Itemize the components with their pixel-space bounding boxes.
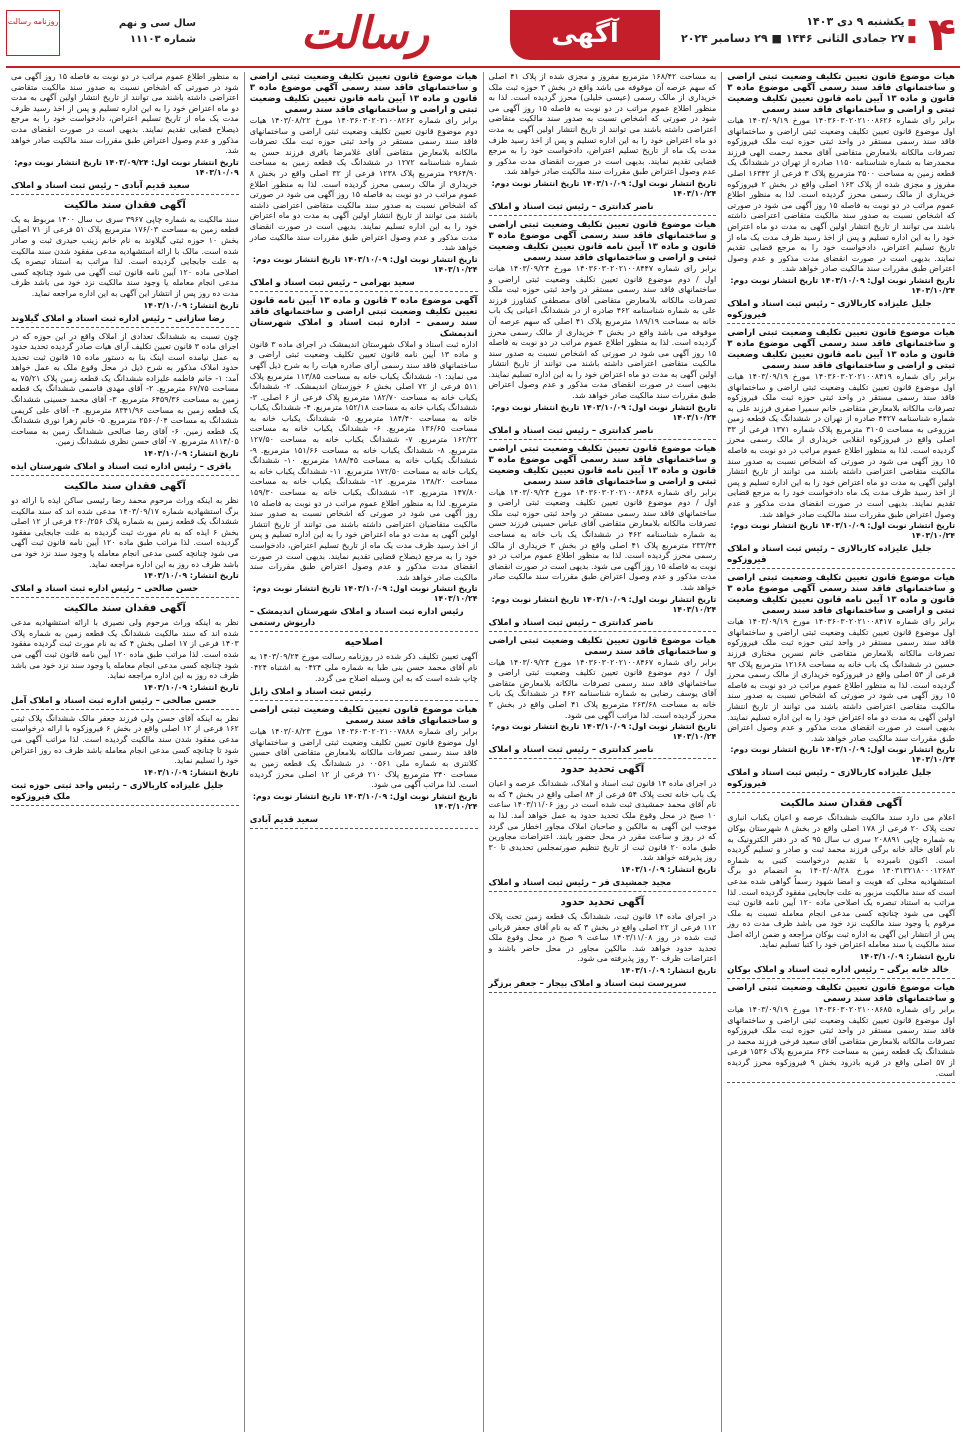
ad-body: برابر رای شماره ۱۴۰۳۶۰۳۰۲۰۲۱۰۰۸۶۲۶ مورخ ۱۴۰۳/۰۹/۱۹ هیات اول موضوع قانون تعیین تکلیف وضعیت ثبتی اراضی و ساختمانهای فاقد سند رسمی مستقر در واحد ثبتی حوزه ثبت ملک فیروزکوه تصرفات مالکانه بلامعارض متقاضی آقای محمد رحمت الهی فرزند محمدرضا به شماره شناسنامه ۱۱۵۰ صادره از تهران در ششدانگ یک قطعه زمین به مساحت ۳۵۰۰ مترمربع پلاک ۳ فرعی از ۱۶۳۴۲ اصلی مفروز و مجزی شده از پلاک ۱۶۳ اصلی واقع در بخش ۲ فیروزکوه خریداری از مالک رسمی محرز گردیده است. لذا به منظور اطلاع عموم مراتب در دو نوبت به فاصله ۱۵ روز آگهی می شود در صورتی که اشخاص نسبت به صدور سند مالکیت متقاضی اعتراضی داشته باشند می توانند از تاریخ انتشار اولین آگهی به مدت دو ماه اعتراض خود را به این اداره تسلیم و پس از اخذ رسید ظرف مدت یک ماه از تاریخ تسلیم اعتراض، دادخواست خود را به مرجع قضایی تقدیم نمایند. بدیهی است در صورت انقضای مدت مذکور و عدم وصول اعتراض طبق مقررات سند مالکیت صادر خواهد شد.: [727, 116, 956, 274]
ad-publish-date: تاریخ انتشار: ۱۴۰۳/۱۰/۰۹: [143, 571, 239, 581]
date-persian: یکشنبه ۹ دی ۱۴۰۳: [806, 15, 905, 28]
issue-number: شماره ۱۱۱۰۳: [130, 34, 196, 45]
ad-notice: [489, 636, 717, 760]
ad-body: چون نسبت به ششدانگ تعدادی از املاک واقع در این حوزه که در اجرای ماده ۳ قانون تعیین تکلیف آرای هیات صادر گردیده تحدید حدود به عمل نیامده است اینک بنا به دستور ماده ۱۵ قانون ثبت تحدید حدود املاک مذکور به شرح ذیل در محل وقوع ملک به عمل خواهد آمد: ۱- خانم فاطمه علیزاده ششدانگ یک قطعه زمین پلاک ۷۵/۲۱ به مساحت ۶۷/۷۵ مترمربع. ۲- آقای مهدی قاسمی ششدانگ یک قطعه زمین به مساحت ۶۴۵۹/۳۶ مترمربع. ۳- آقای محمد حسینی ششدانگ یک قطعه زمین به مساحت ۸۳۴۱/۹۶ مترمربع. ۴- آقای علی کریمی ششدانگ به مساحت ۲۵۶۰/۰۴ مترمربع. ۵- خانم زهرا نوری ششدانگ یک قطعه زمین. ۶- آقای رضا صالحی ششدانگ زمین به مساحت ۸۱۱۴/۰۵ مترمربع. ۷- آقای حسن نظری ششدانگ زمین.: [11, 331, 239, 447]
ad-body: اعلام می دارد سند مالکیت ششدانگ عرصه و اعیان یکباب انباری تحت پلاک ۲۰ فرعی از ۱۷۸ اصلی واقع در بخش ۸ شهرستان بوکان به شماره چاپی ۲۰۸۸۹۱ سری ب سال ۹۵ که در دفتر الکترونیک به نام آقای خالد خانه برگی فرزند محمد ثبت و صادر و تسلیم گردیده است. اکنون نامبرده با تقدیم درخواست کتبی به شماره ۱۴۰۳۱۳۲۱۸۰۰۰۱۲۶۸۳ مورخ ۱۴۰۳/۰۸/۲۸ به انضمام دو برگ استشهادیه محلی که هویت و امضا شهود رسماً گواهی شده مدعی است که سند مالکیت مزبور به علت جابجایی مفقود گردیده است. لذا مراتب به استناد تبصره یک اصلاحی ماده ۱۲۰ آیین نامه قانون ثبت آگهی می شود چنانچه کسی مدعی انجام معامله نسبت به ملک مرقوم یا وجود سند مالکیت نزد خود می باشد ظرف مدت ده روز پس از انتشار این آگهی به اداره ثبت بوکان مراجعه و ضمن ارائه اصل سند مالکیت یا سند معامله اعتراض خود را کتباً تسلیم نماید.: [727, 813, 955, 950]
ad-separator: [11, 597, 239, 598]
ad-notice: [727, 797, 955, 979]
ad-separator: [489, 891, 717, 892]
ad-separator: [727, 1082, 955, 1083]
ad-notice: [250, 296, 478, 633]
ad-separator: [727, 568, 955, 569]
ad-body: به مساحت ۱۶۸/۴۲ مترمربع مفروز و مجزی شده از پلاک ۴۱ اصلی که سهم عرصه آن موقوفه می باشد واقع در بخش ۳ حوزه ثبت ملک خریداری از مالک رسمی (عیسی خلیلی) محرز گردیده است. لذا به منظور اطلاع عموم مراتب در دو نوبت به فاصله ۱۵ روز آگهی می شود در صورتی که اشخاص نسبت به صدور سند مالکیت متقاضی اعتراضی داشته باشند می توانند از تاریخ انتشار اولین آگهی به مدت دو ماه اعتراض خود را به این اداره تسلیم و پس از اخذ رسید ظرف مدت یک ماه از تاریخ تسلیم اعتراض، دادخواست خود را به مرجع قضایی تقدیم نمایند. بدیهی است در صورت انقضای مدت مذکور و عدم وصول اعتراض طبق مقررات سند مالکیت صادر خواهد شد.: [488, 72, 717, 177]
ad-heading: اصلاحیه: [344, 637, 383, 649]
issue-date: [676, 14, 916, 48]
ad-signature: ناصر کدانتری – رئیس ثبت اسناد و املاک: [488, 424, 654, 435]
ad-title: هیات موضوع قانون تعیین تکلیف وضعیت ثبتی اراضی و ساختمانهای فاقد سند رسمی: [727, 983, 955, 1005]
section-title: آگهی: [510, 10, 660, 60]
ad-body: برابر رای شماره ۱۴۰۳۶۰۳۰۲۰۲۱۰۰۸۴۶۸ مورخ ۱۴۰۳/۰۹/۲۴ هیات اول / دوم موضوع قانون تعیین تکلیف وضعیت ثبتی اراضی و ساختمانهای فاقد سند رسمی مستقر در واحد ثبتی حوزه ثبت ملک تصرفات مالکانه بلامعارض متقاضی آقای عباس حسینی فرزند حسن به شماره شناسنامه ۴۶۲ در ششدانگ یک باب خانه به مساحت ۲۳۳/۴۴ مترمربع پلاک ۴۱ اصلی واقع در بخش ۳ خریداری از مالک رسمی محرز گردیده است. لذا به منظور اطلاع عموم مراتب در دو نوبت به فاصله ۱۵ روز آگهی می شود. بدیهی است در صورت انقضای مدت مذکور و عدم وصول اعتراض طبق مقررات سند مالکیت صادر خواهد شد.: [488, 487, 717, 592]
ad-heading: آگهی تحدید حدود: [560, 764, 645, 776]
ad-column: [483, 72, 722, 1432]
ad-signature: سعید قدیم آبادی: [249, 813, 318, 824]
ad-separator: [489, 215, 717, 216]
ads-columns: [6, 72, 960, 1432]
ad-signature: ناصر کدانتری – رئیس ثبت اسناد و املاک: [488, 744, 654, 755]
ad-body: نظر به اینکه آقای حسن ولی فرزند جعفر مالک ششدانگ پلاک ثبتی ۱۶۲ فرعی از ۱۲ اصلی واقع در بخش ۶ فیروزکوه با ارائه درخواست مدعی مفقود شدن سند مالکیت گردیده است. لذا مراتب آگهی می شود تا چنانچه کسی مدعی انجام معامله باشد ظرف ده روز اعتراض خود را تسلیم نماید.: [11, 713, 239, 766]
ad-body: برابر رای شماره ۱۴۰۳۶۰۳۰۲۰۲۱۰۰۸۴۱۷ مورخ ۱۴۰۳/۰۹/۱۹ هیات اول موضوع قانون تعیین تکلیف وضعیت ثبتی اراضی و ساختمانهای فاقد سند رسمی مستقر در واحد ثبتی حوزه ثبت ملک فیروزکوه تصرفات مالکانه بلامعارض متقاضی خانم نسرین مختاری فرزند حسین در ششدانگ یک باب خانه به مساحت ۱۲۱۶۸ مترمربع پلاک ۹۳ فرعی از ۵۳ اصلی واقع در فیروزکوه خریداری از مالک رسمی محرز گردیده است. لذا به منظور اطلاع عموم مراتب در دو نوبت به فاصله ۱۵ روز آگهی می شود در صورتی که اشخاص نسبت به صدور سند مالکیت متقاضی اعتراضی داشته باشند می توانند از تاریخ انتشار اولین آگهی به مدت دو ماه اعتراض خود را به این اداره تسلیم نمایند. بدیهی است در صورت انقضای مدت مذکور و عدم وصول اعتراض طبق مقررات سند مالکیت صادر خواهد شد.: [727, 617, 955, 743]
ad-publish-date: تاریخ انتشار نوبت اول: ۱۴۰۳/۱۰/۰۹ تاریخ انتشار نوبت دوم: ۱۴۰۳/۱۰/۲۴: [252, 254, 478, 274]
ad-notice: [489, 220, 717, 440]
ad-separator: [250, 828, 478, 829]
ad-publish-date: تاریخ انتشار: ۱۴۰۳/۱۰/۰۹: [859, 952, 955, 962]
ad-signature: جلیل علیزاده کاربالازی – رئیس واحد ثبتی حوزه ثبت ملک فیروزکوه: [11, 779, 224, 801]
ad-publish-date: تاریخ انتشار نوبت اول: ۱۴۰۳/۱۰/۰۹ تاریخ انتشار نوبت دوم: ۱۴۰۳/۱۰/۲۴: [491, 402, 717, 422]
ad-body: اداره ثبت اسناد و املاک شهرستان اندیمشک در اجرای ماده ۳ قانون و ماده ۱۳ آیین نامه قانون تعیین تکلیف وضعیت ثبتی اراضی و ساختمانهای فاقد سند رسمی آرای صادره هیات را به شرح ذیل آگهی می نماید: ۱- ششدانگ یکباب خانه به مساحت ۱۱۳/۸۵ مترمربع پلاک ۵۱۱ فرعی از ۷۲ اصلی بخش ۶ خوزستان اندیمشک. ۲- ششدانگ یکباب خانه به مساحت ۱۸۲/۷۰ مترمربع پلاک فرعی از ۶ اصلی. ۳- ششدانگ یکباب خانه به مساحت ۱۵۲/۱۸ مترمربع. ۴- ششدانگ یکباب خانه به مساحت ۱۸۴/۴۰ مترمربع. ۵- ششدانگ یکباب خانه به مساحت ۱۳۶/۶۵ مترمربع. ۶- ششدانگ یکباب خانه به مساحت ۱۶۲/۲۲ مترمربع. ۷- ششدانگ یکباب خانه به مساحت ۱۲۷/۵۰ مترمربع. ۸- ششدانگ یکباب خانه به مساحت ۱۵۱/۶۶ مترمربع. ۹- ششدانگ یکباب خانه به مساحت ۱۸۸/۴۵ مترمربع. ۱۰- ششدانگ یکباب خانه به مساحت ۱۷۲/۵۰ مترمربع. ۱۱- ششدانگ یکباب خانه به مساحت ۱۳۸/۲۰ مترمربع. ۱۲- ششدانگ یکباب خانه به مساحت ۱۴۷/۸۰ مترمربع. ۱۳- ششدانگ یکباب خانه به مساحت ۱۵۹/۳۰ مترمربع. لذا به منظور اطلاع عموم مراتب در دو نوبت به فاصله ۱۵ روز آگهی می شود در صورتی که اشخاص نسبت به صدور سند مالکیت متقاضیان اعتراضی داشته باشند می توانند از تاریخ انتشار اولین آگهی به مدت دو ماه اعتراض خود را به این اداره تسلیم و پس از اخذ رسید ظرف مدت یک ماه از تاریخ تسلیم اعتراض، دادخواست خود را به مرجع ذیصلاح قضایی تقدیم نمایند. بدیهی است در صورت انقضای مدت مذکور و عدم وصول اعتراض طبق مقررات سند مالکیت صادر خواهد شد.: [249, 339, 478, 582]
ad-separator: [727, 792, 955, 793]
ad-signature: حسن صالحی – رئیس اداره ثبت اسناد و املاک آمل: [11, 694, 217, 705]
date-other: ۲۷ جمادی الثانی ۱۴۴۶ ■ ۲۹ دسامبر ۲۰۲۴: [680, 32, 905, 45]
ad-body: سند مالکیت به شماره چاپی ۳۹۶۷ سری ب سال ۱۴۰۰ مربوط به یک قطعه زمین به مساحت ۱۷۶/۰۳ مترمربع پلاک ۵۱ فرعی از ۷۱ اصلی بخش ۱۰ حوزه ثبتی گیلاوند به نام خانم زینب حیدری ثبت و صادر شده است. مالک با ارائه استشهادیه مدعی مفقود شدن سند مالکیت به علت جابجایی گردیده است. لذا مراتب به استناد تبصره یک اصلاحی ماده ۱۲۰ آیین نامه قانون ثبت آگهی می شود چنانچه کسی مدعی انجام معامله یا وجود سند مالکیت نزد خود می باشد ظرف مدت ده روز پس از انتشار این آگهی به این اداره مراجعه نماید.: [11, 214, 239, 298]
ad-column: [244, 72, 483, 1432]
ad-signature: سعید قدیم آبادی – رئیس ثبت اسناد و املاک: [11, 179, 190, 190]
ad-notice: [727, 72, 955, 324]
ad-heading: آگهی فقدان سند مالکیت: [63, 481, 186, 493]
ad-publish-date: تاریخ انتشار: ۱۴۰۳/۱۰/۰۹: [143, 449, 239, 459]
ad-separator: [250, 700, 478, 701]
ad-signature: مجید جمشیدی فر – رئیس ثبت اسناد و املاک: [488, 876, 672, 887]
ad-separator: [11, 805, 239, 806]
ad-notice: [11, 714, 239, 806]
ad-notice: [489, 72, 717, 216]
ad-publish-date: تاریخ انتشار: ۱۴۰۳/۱۰/۰۹: [620, 965, 717, 975]
ad-separator: [727, 978, 955, 979]
ad-publish-date: تاریخ انتشار: ۱۴۰۳/۱۰/۰۹: [620, 864, 717, 874]
issue-info: [6, 10, 196, 58]
badge-logo: روزنامه رسالت: [6, 10, 60, 56]
ad-notice: [727, 983, 955, 1083]
ad-signature: جلیل علیزاده کاربالازی – رئیس ثبت اسناد و املاک فیروزکوه: [727, 767, 932, 789]
ad-publish-date: تاریخ انتشار نوبت اول: ۱۴۰۳/۱۰/۰۹ تاریخ انتشار نوبت دوم: ۱۴۰۳/۱۰/۲۴: [491, 722, 717, 742]
ad-publish-date: تاریخ انتشار: ۱۴۰۳/۱۰/۰۹: [143, 682, 239, 692]
ad-body: نظر به اینکه وراث مرحوم ولی نصیری با ارائه استشهادیه مدعی شده اند که سند مالکیت ششدانگ یک قطعه زمین به شماره پلاک ۱۴۰۳ فرعی از ۱۷ اصلی بخش ۴ که به نام مورث ثبت گردیده مفقود شده است. لذا مراتب طبق ماده ۱۲۰ آیین نامه قانون ثبت آگهی می شود چنانچه کسی مدعی انجام معامله یا وجود سند نزد خود می باشد ظرف ده روز به این اداره مراجعه نماید.: [11, 618, 239, 681]
ad-title: هیات موضوع قانون تعیین تکلیف وضعیت ثبتی اراضی و ساختمانهای فاقد سند رسمی آگهی موضوع ماده ۳ قانون و ماده ۱۳ آیین نامه قانون تعیین تکلیف وضعیت ثبتی و اراضی و ساختمانهای فاقد سند رسمی: [727, 327, 956, 371]
ad-title: هیات موضوع قانون تعیین تکلیف وضعیت ثبتی اراضی و ساختمانهای فاقد سند رسمی: [249, 705, 478, 727]
ad-notice: [489, 444, 717, 632]
ad-column: [721, 72, 960, 1432]
ad-notice: [11, 332, 239, 477]
ad-publish-date: تاریخ انتشار نوبت اول: ۱۴۰۳/۱۰/۰۹ تاریخ انتشار نوبت دوم: ۱۴۰۳/۱۰/۲۴: [491, 594, 717, 614]
ad-signature: جلیل علیزاده کاربالازی – رئیس ثبت اسناد و املاک فیروزکوه: [727, 543, 932, 565]
ad-publish-date: تاریخ انتشار نوبت اول: ۱۴۰۳/۱۰/۰۹ تاریخ انتشار نوبت دوم: ۱۴۰۳/۱۰/۲۴: [730, 521, 955, 541]
ad-heading: آگهی فقدان سند مالکیت: [63, 603, 186, 615]
ad-separator: [250, 291, 478, 292]
ad-body: برابر رای شماره ۱۴۰۳۶۰۳۰۲۰۲۱۰۰۸۲۶۲ مورخ ۱۴۰۳/۰۸/۲۲ هیات دوم موضوع قانون تعیین تکلیف وضعیت ثبتی اراضی و ساختمانهای فاقد سند رسمی مستقر در واحد ثبتی حوزه ثبت ملک تصرفات مالکانه بلامعارض متقاضی آقای غلامرضا باقری فرزند حسن به شماره شناسنامه ۱۲۷۲ در ششدانگ یک قطعه زمین به مساحت ۲۹۶۴/۹۰ مترمربع پلاک ۱۲۳۸ فرعی از ۳۲ اصلی واقع در بخش ۸ خریداری از مالک رسمی محرز گردیده است. لذا به منظور اطلاع عموم مراتب در دو نوبت به فاصله ۱۵ روز آگهی می شود در صورتی که اشخاص نسبت به صدور سند مالکیت متقاضی اعتراضی داشته باشند می توانند از تاریخ انتشار اولین آگهی به مدت دو ماه اعتراض خود را به این اداره تسلیم نمایند. بدیهی است در صورت انقضای مدت مذکور و عدم وصول اعتراض طبق مقررات سند مالکیت صادر خواهد شد.: [249, 116, 478, 253]
ad-body: نظر به اینکه وراث مرحوم محمد رضا رئیسی ساکن ایذه با ارائه دو برگ استشهادیه شماره ۱۴۰۳/۰۹/۱۷ مدعی شده اند که سند مالکیت ششدانگ یک قطعه زمین به شماره پلاک ۲۶۰/۲۵۶ فرعی از ۱۲ اصلی بخش ۶ ایذه که به نام مورث ثبت گردیده به علت جابجایی مفقود گردیده است. لذا مراتب طبق ماده ۱۲۰ آیین نامه قانون ثبت آگهی می شود چنانچه کسی مدعی انجام معامله یا وجود سند نزد خود می باشد ظرف ده روز به این اداره مراجعه نماید.: [11, 496, 239, 569]
ad-signature: ناصر کدانتری – رئیس ثبت اسناد و املاک: [488, 200, 654, 211]
ad-title: آگهی موضوع ماده ۳ قانون و ماده ۱۳ آیین نامه قانون تعیین تکلیف وضعیت ثبتی اراضی و ساختمانهای فاقد سند رسمی – اداره ثبت اسناد و املاک شهرستان اندیمشک: [249, 295, 478, 339]
ad-separator: [11, 194, 239, 195]
ad-title: هیات موضوع قانون تعیین تکلیف وضعیت ثبتی اراضی و ساختمانهای فاقد سند رسمی آگهی موضوع ماده ۳ قانون و ماده ۱۳ آیین نامه قانون تعیین تکلیف وضعیت ثبتی و اراضی و ساختمانهای فاقد سند رسمی: [488, 219, 717, 263]
ad-body: به منظور اطلاع عموم مراتب در دو نوبت به فاصله ۱۵ روز آگهی می شود در صورتی که اشخاص نسبت به صدور سند مالکیت متقاضی اعتراضی داشته باشند می توانند از تاریخ انتشار اولین آگهی به مدت دو ماه اعتراض خود را به این اداره تسلیم و پس از اخذ رسید ظرف مدت یک ماه از تاریخ تسلیم اعتراض، دادخواست خود را به مرجع ذیصلاح قضایی تقدیم نمایند. بدیهی است در صورت انقضای مدت مذکور و عدم وصول اعتراض طبق مقررات سند مالکیت صادر خواهد شد.: [11, 72, 239, 156]
ad-notice: [250, 636, 478, 701]
page-header: [6, 6, 960, 64]
ad-separator: [11, 327, 239, 328]
ad-publish-date: تاریخ انتشار نوبت اول: ۱۴۰۳/۱۰/۰۹ تاریخ انتشار نوبت دوم: ۱۴۰۳/۱۰/۲۴: [491, 178, 717, 198]
ad-signature: باقری – رئیس اداره ثبت اسناد و املاک شهرستان ایذه: [11, 461, 232, 472]
ad-signature: حسن صالحی – رئیس اداره ثبت اسناد و املاک: [11, 583, 199, 594]
ad-signature: جلیل علیزاده کاربالازی – رئیس ثبت اسناد و املاک فیروزکوه: [727, 297, 932, 319]
ad-notice: [250, 705, 478, 829]
ad-body: برابر رای شماره ۱۴۰۳۶۰۳۰۲۰۲۱۰۰۷۸۸۸ مورخ ۱۴۰۳/۰۸/۲۳ هیات اول موضوع قانون تعیین تکلیف وضعیت ثبتی اراضی و ساختمانهای فاقد سند رسمی تصرفات مالکانه بلامعارض متقاضی آقای حسین کلانتری به شماره ملی ۰۰۵۶۱ در ششدانگ یک قطعه زمین به مساحت ۳۴۰ مترمربع پلاک ۲۱۰ فرعی از ۱۲ اصلی محرز گردیده است. لذا مراتب آگهی می شود.: [249, 727, 478, 790]
ad-signature: رضا سازانی – رئیس اداره ثبت اسناد و املاک گیلاوند: [11, 312, 225, 323]
ad-body: برابر رای شماره ۱۴۰۳۶۰۳۰۲۰۲۱۰۰۸۴۴۷ مورخ ۱۴۰۳/۰۹/۲۴ هیات اول / دوم موضوع قانون تعیین تکلیف وضعیت ثبتی اراضی و ساختمانهای فاقد سند رسمی مستقر در واحد ثبتی حوزه ثبت ملک تصرفات مالکانه بلامعارض متقاضی آقای مصطفی کشاورز فرزند علی به شماره شناسنامه ۴۶۲ صادره از در ششدانگ اعیانی یک باب خانه به مساحت ۱۸۹/۱۹ مترمربع پلاک ۴۱ اصلی که سهم عرصه آن موقوفه می باشد واقع در بخش ۳ خریداری از مالک رسمی محرز گردیده است. لذا به منظور اطلاع عموم مراتب در دو نوبت به فاصله ۱۵ روز آگهی می شود در صورتی که اشخاص نسبت به صدور سند مالکیت متقاضی اعتراضی داشته باشند می توانند از تاریخ انتشار اولین آگهی به مدت دو ماه اعتراض خود را به این اداره تسلیم نمایند. بدیهی است در صورت انقضای مدت مذکور و عدم وصول اعتراض طبق مقررات سند مالکیت صادر خواهد شد.: [488, 263, 717, 401]
ad-column: [6, 72, 244, 1432]
ad-notice: [727, 573, 955, 793]
ad-publish-date: تاریخ انتشار نوبت اول: ۱۴۰۳/۰۹/۲۴ تاریخ انتشار نوبت دوم: ۱۴۰۳/۱۰/۰۹: [14, 157, 239, 177]
ad-signature: خالد خانه برگی – رئیس اداره ثبت اسناد و املاک بوکان: [727, 964, 950, 975]
ad-heading: آگهی فقدان سند مالکیت: [780, 798, 903, 810]
ad-body: برابر رای شماره ۱۴۰۳۶۰۳۰۲۰۲۱۰۰۸۴۶۷ مورخ ۱۴۰۳/۰۹/۲۴ هیات اول / دوم موضوع قانون تعیین تکلیف وضعیت ثبتی اراضی و ساختمانهای فاقد سند رسمی تصرفات مالکانه بلامعارض متقاضی آقای یوسف رضایی به شماره شناسنامه ۴۶۲ در ششدانگ یک باب خانه به مساحت ۲۶۳/۶۸ مترمربع پلاک ۴۱ اصلی واقع در بخش ۳ محرز گردیده است. لذا مراتب آگهی می شود.: [488, 657, 717, 720]
bullet-icon: ■: [907, 18, 916, 28]
ad-separator: [250, 631, 478, 632]
ad-separator: [11, 475, 239, 476]
ad-body: برابر رای شماره ۱۴۰۳۶۰۳۰۲۰۲۱۰۰۸۴۱۹ مورخ ۱۴۰۳/۰۹/۱۹ هیات اول موضوع قانون تعیین تکلیف وضعیت ثبتی اراضی و ساختمانهای فاقد سند رسمی مستقر در واحد ثبتی حوزه ثبت ملک فیروزکوه تصرفات مالکانه بلامعارض متقاضی خانم سمیرا صفری فرزند علی به شماره شناسنامه ۴۴۲۷ صادره از تهران در ششدانگ یک قطعه زمین مزروعی به مساحت ۳۱۰۵ مترمربع پلاک شماره ۱۳۷۱ فرعی از ۳۳ اصلی واقع در فیروزکوه انقلابی خریداری از مالک رسمی محرز گردیده است. لذا به منظور اطلاع عموم مراتب در دو نوبت به فاصله ۱۵ روز آگهی می شود در صورتی که اشخاص نسبت به صدور سند مالکیت متقاضی اعتراضی داشته باشند می توانند از تاریخ انتشار اولین آگهی به مدت دو ماه اعتراض خود را به این اداره تسلیم و پس از اخذ رسید ظرف مدت یک ماه دادخواست خود را به مرجع قضایی تقدیم نمایند. بدیهی است در صورت انقضای مدت مذکور و عدم وصول اعتراض طبق مقررات سند مالکیت صادر خواهد شد.: [727, 371, 956, 519]
ad-signature: رئیس ثبت اسناد و املاک زابل: [249, 686, 372, 697]
ad-publish-date: تاریخ انتشار نوبت اول: ۱۴۰۳/۱۰/۰۹ تاریخ انتشار نوبت دوم: ۱۴۰۳/۱۰/۲۴: [730, 275, 955, 295]
ad-publish-date: تاریخ انتشار نوبت اول: ۱۴۰۳/۱۰/۰۹ تاریخ انتشار نوبت دوم: ۱۴۰۳/۱۰/۲۴: [252, 584, 478, 604]
issue-year: سال سی و نهم: [118, 18, 196, 29]
ad-body: در اجرای ماده ۱۴ قانون ثبت اسناد و املاک، ششدانگ عرصه و اعیان یک باب خانه تحت پلاک ۵۴ فرعی از ۸۴ اصلی واقع در بخش ۴ که به نام آقای محمد جمشیدی ثبت شده است در روز ۱۴۰۳/۱۱/۰۶ ساعت ۱۰ صبح در محل وقوع ملک تحدید حدود به عمل خواهد آمد. لذا به موجب این آگهی به مالکین و صاحبان املاک مجاور اخطار می گردد که در روز و ساعت مقرر در محل حضور یابند. اعتراضات مجاورین طبق ماده ۲۰ قانون ثبت از تاریخ تنظیم صورتمجلس تحدیدی تا ۳۰ روز پذیرفته خواهد شد.: [488, 779, 717, 863]
ad-separator: [489, 758, 717, 759]
ad-title: هیات موضوع قانون تعیین تکلیف وضعیت ثبتی اراضی و ساختمانهای فاقد سند رسمی: [488, 635, 717, 657]
ad-signature: ناصر کدانتری – رئیس ثبت اسناد و املاک: [488, 616, 654, 627]
bullet-icon: ■: [907, 35, 916, 45]
ad-publish-date: تاریخ انتشار نوبت اول: ۱۴۰۳/۱۰/۰۹ تاریخ انتشار نوبت دوم: ۱۴۰۳/۱۰/۲۴: [252, 791, 478, 811]
ad-heading: آگهی فقدان سند مالکیت: [63, 199, 186, 211]
ad-notice: [11, 199, 239, 328]
ad-notice: [250, 72, 478, 292]
ad-separator: [489, 439, 717, 440]
ad-publish-date: تاریخ انتشار: ۱۴۰۳/۱۰/۰۹: [143, 767, 239, 777]
ad-notice: [727, 328, 955, 569]
ad-notice: [11, 72, 239, 195]
ad-notice: [489, 763, 717, 892]
ad-separator: [489, 631, 717, 632]
ad-signature: سرپرست ثبت اسناد و املاک بیجار – جعفر برزگر: [488, 977, 687, 988]
header-divider: [6, 66, 960, 68]
ad-body: در اجرای ماده ۱۴ قانون ثبت، ششدانگ یک قطعه زمین تحت پلاک ۱۱۲ فرعی از ۲۲ اصلی واقع در بخش ۳ که به نام آقای جعفر قربانی ثبت شده در روز ۱۴۰۳/۱۱/۰۸ ساعت ۹ صبح در محل وقوع ملک تحدید حدود خواهد شد. مالکین مجاور در محل حاضر باشند و اعتراضات ظرف ۳۰ روز پذیرفته می شود.: [488, 911, 717, 964]
ad-publish-date: تاریخ انتشار نوبت اول: ۱۴۰۳/۱۰/۰۹ تاریخ انتشار نوبت دوم: ۱۴۰۳/۱۰/۲۴: [730, 745, 955, 765]
ad-separator: [11, 709, 239, 710]
ad-signature: رئیس اداره ثبت اسناد و املاک شهرستان اندیمشک – داریوش رستمی: [249, 606, 464, 628]
ad-title: هیات موضوع قانون تعیین تکلیف وضعیت ثبتی اراضی و ساختمانهای فاقد سند رسمی آگهی موضوع ماده ۳ قانون و ماده ۱۳ آیین نامه قانون تعیین تکلیف وضعیت ثبتی و اراضی و ساختمانهای فاقد سند رسمی: [727, 72, 956, 115]
page-number: ۴: [927, 7, 957, 61]
ad-separator: [489, 992, 717, 993]
ad-separator: [727, 323, 955, 324]
ad-notice: [489, 896, 717, 993]
ad-signature: سعید بهرامی – رئیس ثبت اسناد و املاک: [249, 276, 415, 287]
ad-heading: آگهی تحدید حدود: [560, 896, 645, 908]
ad-title: هیات موضوع قانون تعیین تکلیف وضعیت ثبتی اراضی و ساختمانهای فاقد سند رسمی آگهی موضوع ماده ۳ قانون و ماده ۱۳ آیین نامه قانون تعیین تکلیف وضعیت ثبتی و اراضی و ساختمانهای فاقد سند رسمی: [249, 72, 478, 115]
ad-title: هیات موضوع قانون تعیین تکلیف وضعیت ثبتی اراضی و ساختمانهای فاقد سند رسمی آگهی موضوع ماده ۳ قانون و ماده ۱۳ آیین نامه قانون تعیین تکلیف وضعیت ثبتی و اراضی و ساختمانهای فاقد سند رسمی: [727, 573, 956, 617]
ad-body: برابر رای شماره ۱۴۰۳۶۰۳۰۲۰۲۱۰۰۸۶۸۵ مورخ ۱۴۰۳/۰۹/۱۹ هیات اول موضوع قانون تعیین تکلیف وضعیت ثبتی اراضی و ساختمانهای فاقد سند رسمی مستقر در واحد ثبتی حوزه ثبت ملک فیروزکوه تصرفات مالکانه بلامعارض متقاضی آقای سعید فرخی فرزند محمد در ششدانگ یک قطعه زمین به مساحت ۶۳۶ مترمربع پلاک ۱۵۳۶ فرعی از ۵۷ اصلی واقع در قریه بادرود بخش ۹ فیروزکوه محرز گردیده است.: [727, 1005, 955, 1078]
ad-publish-date: تاریخ انتشار: ۱۴۰۳/۱۰/۰۹: [143, 300, 239, 310]
ad-title: هیات موضوع قانون تعیین تکلیف وضعیت ثبتی اراضی و ساختمانهای فاقد سند رسمی آگهی موضوع ماده ۳ قانون و ماده ۱۳ آیین نامه قانون تعیین تکلیف وضعیت ثبتی و اراضی و ساختمانهای فاقد سند رسمی: [488, 443, 717, 487]
ad-notice: [11, 602, 239, 710]
ad-body: آگهی تعیین تکلیف ذکر شده در روزنامه رسالت مورخ ۱۴۰۳/۰۹/۲۴ به نام آقای محمد حسن بنی طبا به شماره ملی ۰۴۲۴ به اشتباه ۰۴۲۴ چاپ شده است که به این وسیله اصلاح می گردد.: [249, 652, 478, 683]
newspaper-logo: رسالت: [300, 8, 430, 59]
ad-notice: [11, 480, 239, 598]
